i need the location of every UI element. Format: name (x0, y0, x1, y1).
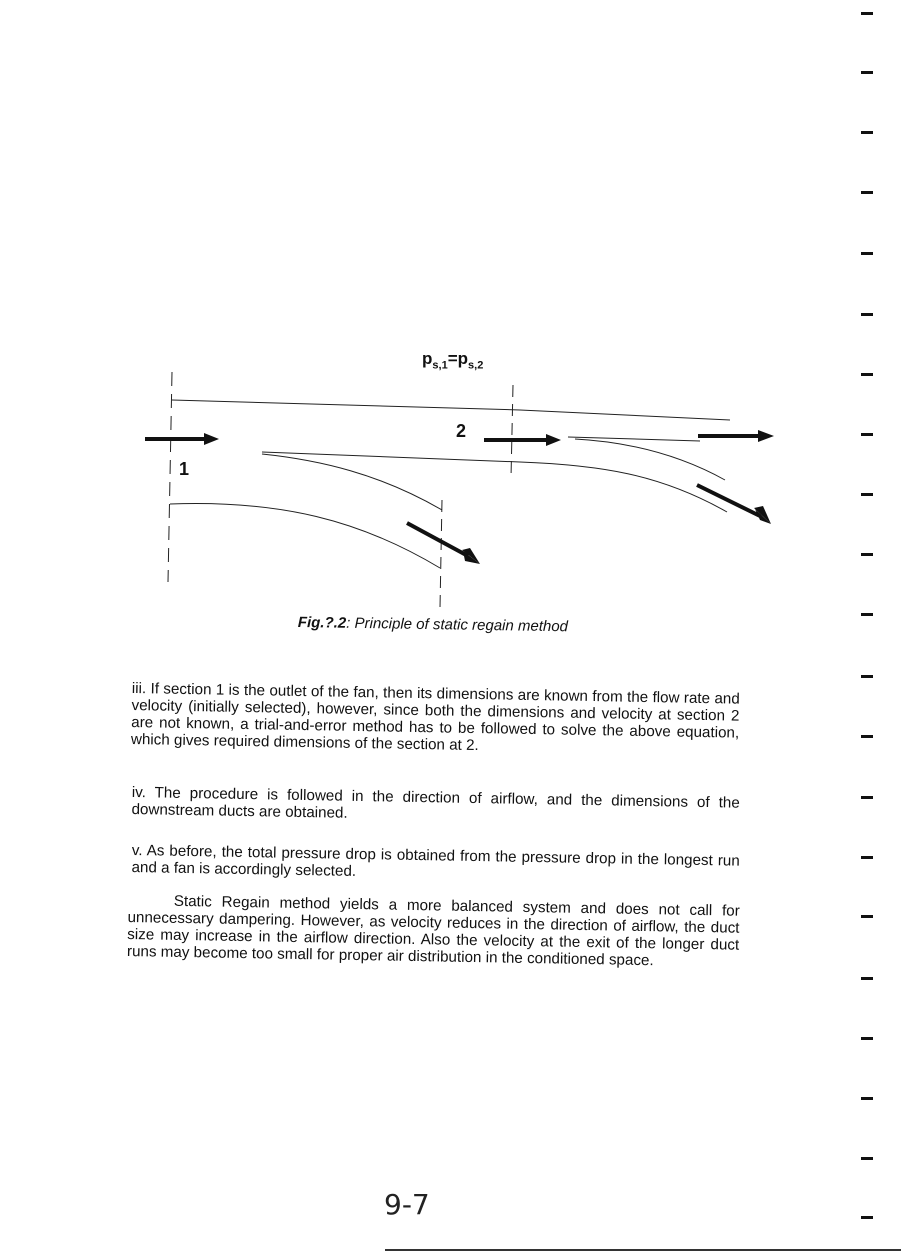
branch-upper-wall (262, 454, 442, 510)
section-2-arrowhead (546, 434, 561, 446)
paragraph-conclusion: Static Regain method yields a more balanced system and does not call for unnecessary dampering. However, as velocity reduces in the direction of airflow, the duct size may increase in the airflow direction. Also the velocity at the exit of the longer duct runs may become too small for proper air distribution in the conditioned space. (126, 892, 740, 970)
eq-base-2: p (457, 349, 469, 368)
figure-number: ?.2 (324, 614, 347, 632)
paragraph-iii: iii. If section 1 is the outlet of the fan, then its dimensions are known from the flow rate and velocity (initially selected), however, since both the dimensions and velocity at section 2 are not known, a trial-and-error method has to be followed to solve the above equation, which gives required dimensions of the section at 2. (130, 680, 740, 755)
eq-base-1: p (422, 349, 433, 368)
figure-colon: : (346, 614, 351, 632)
margin-mark (861, 735, 873, 738)
inlet-arrowhead (204, 433, 219, 445)
duct-right-inner-wall (568, 437, 700, 441)
branch-arrow-left (407, 523, 468, 556)
branch-lower-wall (170, 504, 440, 568)
section-3-line (440, 500, 442, 608)
margin-mark (861, 977, 873, 980)
paragraph-v: v. As before, the total pressure drop is obtained from the pressure drop in the longest run and a fan is accordingly selected. (131, 842, 740, 880)
section-1-line (168, 372, 172, 582)
section-1-label: 1 (179, 459, 190, 479)
margin-mark (861, 1216, 873, 1219)
margin-mark (861, 1097, 873, 1100)
margin-mark (861, 915, 873, 918)
figure-title: Principle of static regain method (350, 614, 569, 636)
eq-sub-1: s,1 (432, 359, 448, 372)
margin-mark (861, 796, 873, 799)
page-number: 9-7 (384, 1188, 430, 1221)
eq-sub-2: s,2 (468, 359, 484, 372)
margin-mark (861, 1037, 873, 1040)
pressure-equation (422, 349, 483, 371)
section-2-line (511, 385, 513, 478)
duct-right-branch-wall (575, 439, 725, 480)
margin-mark (861, 1157, 873, 1160)
margin-mark (861, 856, 873, 859)
outlet-arrowhead (758, 430, 774, 442)
duct-lower-wall (262, 452, 727, 512)
paragraph-iv: iv. The procedure is followed in the direction of airflow, and the dimensions of the downstream ducts are obtained. (131, 784, 740, 822)
figure-label: Fig. (297, 614, 325, 632)
duct-upper-wall (172, 400, 730, 420)
branch-arrow-right (697, 485, 760, 516)
section-2-label: 2 (456, 421, 467, 441)
bottom-rule (385, 1249, 901, 1251)
eq-equals: = (447, 349, 458, 368)
